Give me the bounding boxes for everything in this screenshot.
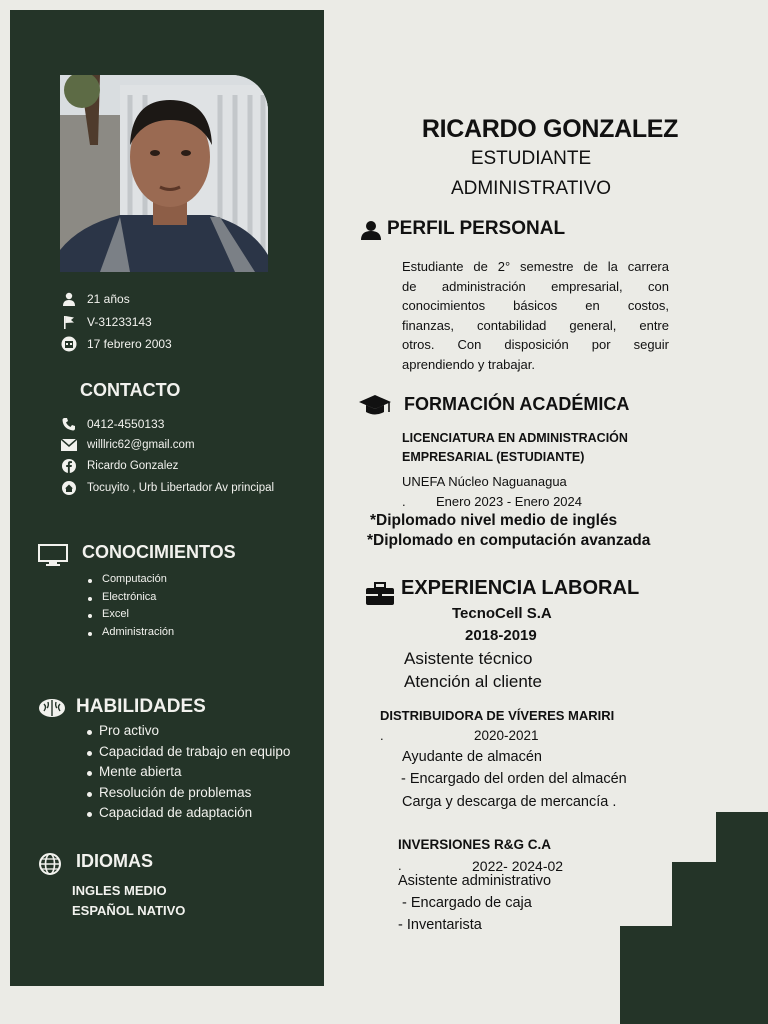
personal-profile-text [402,257,669,374]
name-heading: RICARDO GONZALEZ [421,115,679,143]
job3-years: 2022- 2024-02 [472,858,564,874]
knowledge-item: Excel [88,608,174,626]
profile-line: Estudiante de 2° semestre de la carrera [402,259,669,274]
sidebar [10,10,324,986]
birthdate-row [60,336,172,352]
briefcase-icon [366,582,394,611]
phone-icon [60,416,78,432]
role-line2: ADMINISTRATIVO [450,178,612,199]
id-row [60,314,152,330]
language-item: INGLES MEDIO [72,883,167,898]
job3-duty: - Inventarista [398,917,482,933]
email-row [60,437,195,453]
personal-profile-title: PERFIL PERSONAL [387,218,566,239]
profile-line: finanzas, contabilidad general, entre [402,317,669,333]
institution: UNEFA Núcleo Naguanagua [402,474,567,489]
job1-duty: Atención al cliente [404,672,542,691]
knowledge-list [88,573,174,643]
profile-line: de administración empresarial, con [402,278,669,294]
graduation-cap-icon [358,395,392,422]
degree-line2: EMPRESARIAL (ESTUDIANTE) [402,450,585,464]
person-icon [361,220,381,245]
job3-dot: . [398,858,402,873]
language-item: ESPAÑOL NATIVO [72,903,186,918]
home-icon [60,480,78,496]
education-dot: . [402,494,406,509]
education-dates: Enero 2023 - Enero 2024 [436,494,582,509]
knowledge-title: CONOCIMIENTOS [82,542,236,562]
skill-item: Pro activo [87,723,290,744]
job1-company: TecnoCell S.A [452,605,552,622]
facebook-row [60,458,178,474]
flag-icon [60,314,78,330]
profile-line: aprendiendo y trabajar. [402,356,535,372]
job3-company: INVERSIONES R&G C.A [398,837,552,852]
skill-item: Mente abierta [87,764,290,785]
knowledge-item: Computación [88,573,174,591]
diploma-english: *Diplomado nivel medio de inglés [370,512,618,529]
job2-company: DISTRIBUIDORA DE VÍVERES MARIRI [380,708,615,723]
address-text: Tocuyito , Urb Libertador Av principal [87,482,275,494]
profile-line: conocimientos básicos en costos, [402,298,669,313]
job2-years: 2020-2021 [474,728,539,743]
job3-duty: - Encargado de caja [398,895,532,911]
facebook-text: Ricardo Gonzalez [87,460,179,472]
id-text: V-31233143 [87,315,152,329]
birthdate-text: 17 febrero 2003 [87,337,172,351]
job2-duty: - Encargado del orden del almacén [401,771,627,787]
monitor-icon [38,544,68,571]
age-text: 21 años [87,292,130,306]
age-row [60,291,130,307]
job3-duty: Asistente administrativo [398,873,552,889]
facebook-icon [60,458,78,474]
skill-item: Capacidad de trabajo en equipo [87,744,290,765]
job2-duty: Ayudante de almacén [402,749,543,765]
brain-icon [38,698,66,723]
person-icon [60,291,78,307]
education-title: FORMACIÓN ACADÉMICA [404,394,630,414]
experience-title: EXPERIENCIA LABORAL [401,577,640,599]
degree-line1: LICENCIATURA EN ADMINISTRACIÓN [402,431,628,445]
languages-title: IDIOMAS [76,851,154,871]
address-row [60,480,274,496]
calendar-icon [60,336,78,352]
job1-years: 2018-2019 [465,627,537,644]
email-text: willlric62@gmail.com [87,439,195,451]
skills-list [87,723,290,826]
job2-duty: Carga y descarga de mercancía . [402,794,617,810]
profile-line: otros. Con disposición por seguir [402,337,669,352]
role-line1: ESTUDIANTE [470,148,592,169]
globe-icon [39,853,61,880]
job1-duty: Asistente técnico [404,649,533,668]
skills-title: HABILIDADES [76,696,206,717]
mail-icon [60,437,78,453]
knowledge-item: Electrónica [88,591,174,609]
contact-title: CONTACTO [80,380,181,400]
phone-text: 0412-4550133 [87,417,165,431]
diploma-computing: *Diplomado en computación avanzada [367,532,651,549]
profile-photo [60,75,268,272]
skill-item: Capacidad de adaptación [87,805,290,826]
knowledge-item: Administración [88,626,174,644]
phone-row [60,416,164,432]
job2-dot: . [380,728,384,743]
skill-item: Resolución de problemas [87,785,290,806]
